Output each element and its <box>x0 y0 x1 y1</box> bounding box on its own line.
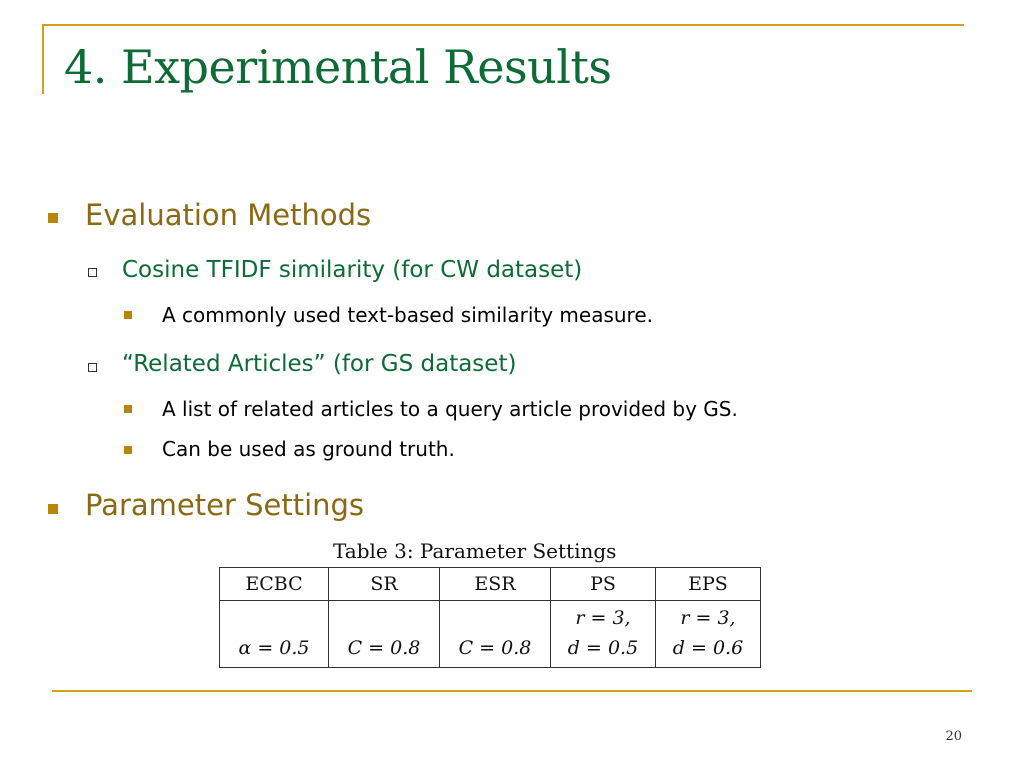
table-row <box>220 601 761 668</box>
square-bullet-icon <box>48 504 58 514</box>
left-frame-line <box>42 24 44 94</box>
square-bullet-icon <box>124 446 132 454</box>
hollow-square-bullet-icon <box>88 268 97 277</box>
detail-ground-truth: Can be used as ground truth. <box>162 437 455 461</box>
parameter-table <box>219 567 761 668</box>
detail-related-articles-list: A list of related articles to a query article provided by GS. <box>162 397 738 421</box>
cell-line: d = 0.6 <box>672 637 744 659</box>
bottom-frame-line <box>52 690 972 692</box>
table-cell <box>329 601 440 668</box>
cell-line: r = 3, <box>575 607 631 629</box>
bullet-evaluation-methods: Evaluation Methods <box>85 198 372 232</box>
cell-line: d = 0.5 <box>567 637 639 659</box>
table-header-cell: PS <box>551 568 656 601</box>
table-header-cell: EPS <box>656 568 761 601</box>
cell-line: α = 0.5 <box>238 637 310 659</box>
cell-line: r = 3, <box>680 607 736 629</box>
table-header-cell: ESR <box>440 568 551 601</box>
subbullet-cosine-tfidf: Cosine TFIDF similarity (for CW dataset) <box>122 257 583 283</box>
square-bullet-icon <box>48 213 58 223</box>
table-cell <box>440 601 551 668</box>
table-cell <box>551 601 656 668</box>
square-bullet-icon <box>124 405 132 413</box>
table-header-row <box>220 568 761 601</box>
table-caption: Table 3: Parameter Settings <box>333 539 617 563</box>
cell-line <box>335 603 433 633</box>
bullet-parameter-settings: Parameter Settings <box>85 488 365 522</box>
hollow-square-bullet-icon <box>88 363 97 372</box>
slide-title: 4. Experimental Results <box>64 40 612 94</box>
cell-line <box>446 603 544 633</box>
table-cell <box>656 601 761 668</box>
square-bullet-icon <box>124 311 132 319</box>
cell-line: C = 0.8 <box>458 637 532 659</box>
table-header-cell: ECBC <box>220 568 329 601</box>
detail-text-based-measure: A commonly used text-based similarity measure. <box>162 303 653 327</box>
top-frame-line <box>42 24 964 26</box>
page-number: 20 <box>945 729 962 744</box>
table-header-cell: SR <box>329 568 440 601</box>
cell-line <box>226 603 322 633</box>
table-cell <box>220 601 329 668</box>
cell-line: C = 0.8 <box>347 637 421 659</box>
subbullet-related-articles: “Related Articles” (for GS dataset) <box>122 351 517 377</box>
